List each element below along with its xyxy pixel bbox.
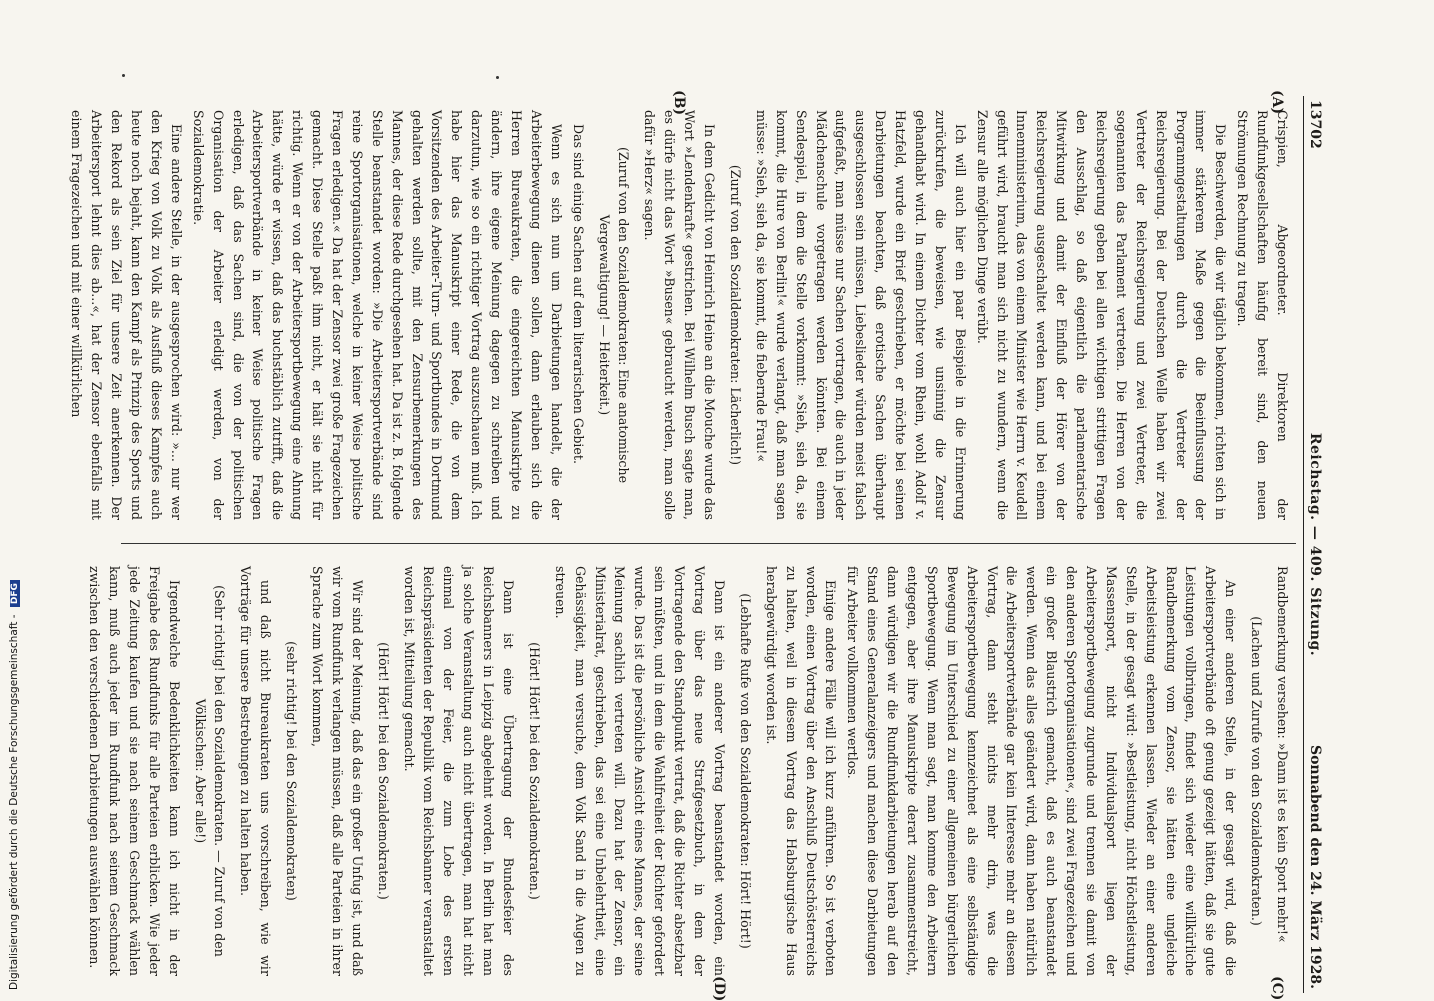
dfg-logo: DFG [10,580,20,607]
left-column-interjection: (Zuruf von den Sozialdemokraten: Eine anatomische Vergewaltigung! — Heiterkeit.) [596,146,632,484]
right-column-paragraph: und daß nicht Bureaukraten uns vorschreiben, wie wir Vorträge für unsere Bestrebungen zu halten haben. [238,566,274,976]
left-column-paragraph: Eine andere Stelle, in der ausgesprochen wird: »... nur wer den Krieg von Volk zu Volk als Ausfluß dieses Kampfes auch heute noch bejaht, kann den Kampf als Prinzip des Sports und den Rekord als sein Ziel für unsere Zeit anerkennen. Der Arbeitersport lehnt dies ab...«, hat der Zensor ebenfalls mit einem Fragezeichen und mit einer willkürlichen [69,110,184,520]
right-column-paragraph: Dann ist ein anderer Vortrag beanstandet worden, ein Vortrag über das neue Strafgesetzbuch, in dem der Vortragende den Standpunkt vertrat, daß die Richter absetzbar sein müßten, und in dem die Wahlfreiheit der Richter gefordert wurde. Das ist die persönliche Ansicht eines Mannes, der seine Meinung sachlich vertreten will. Dazu hat der Zensor, ein Ministerialrat, geschrieben, das sei eine Unbelehrtheit, eine Gehässigkeit, man versuche, dem Volk Sand in die Augen zu streuen. [552,566,727,976]
session-title: Reichstag. — 409. Sitzung. [1307,432,1323,657]
right-column-paragraph: Wir sind der Meinung, daß das ein großer Unfug ist, und daß wir vom Rundfunk verlangen müssen, daß alle Parteien in ihrer Sprache zum Wort kommen, [310,566,365,976]
page-number: 13702 [1307,100,1323,149]
right-column-paragraph: An einer anderen Stelle, in der gesagt wird, daß die Arbeitersportverbände oft genug gezeigt hätten, daß sie gute Leistungen vollbringen, findet sich wieder eine willkürliche Randbemerkung vom Zensor, sie hätten eine ungleiche Arbeitsleistung erkennen lassen. Wieder an einer anderen Stelle, in der gesagt wird: »Bestleistung, nicht Höchstleistung, Massensport, nicht Individualsport liegen der Arbeitersportbewegung zugrunde und trennen sie damit von den anderen Sportorganisationen«, sind zwei Fragezeichen und ein großer Blaustrich gemacht, daß es auch beanstandet werden. Wenn das alles geändert wird, dann haben natürlich die Arbeitersportverbände gar kein Interesse mehr an diesem Vortrag, dann steht nichts mehr drin, was die Arbeitersportbewegung kennzeichnet als eine selbständige Bewegung im Unterschied zu einer allgemeinen bürgerlichen Sportbewegung. Wenn man sagt, man komme den Arbeitern entgegen, aber ihre Manuskripte derart zusammenstreicht, dann würdigen wir die Rundfunkdarbietungen herab auf den Stand eines Generalanzeigers und machen diese Darbietungen für Arbeiter vollkommen wertlos. [845,566,1239,976]
margin-marker-b: (B) [671,90,687,116]
right-column-interjection: (sehr richtig! bei den Sozialdemokraten) [284,641,300,901]
scanned-page [69,90,1330,1001]
left-text-column [69,110,1292,520]
right-column-interjection: (Lachen und Zurufe von den Sozialdemokraten.) [1249,616,1265,926]
right-column-interjection: (Hört! Hört! bei den Sozialdemokraten.) [375,642,391,900]
margin-marker-c: (C) [1269,976,1285,1001]
margin-marker-a: (A) [1269,90,1285,115]
right-text-column [87,566,1292,976]
right-column-paragraph: Einige andere Fälle will ich kurz anführen. So ist verboten worden, einen Vortrag über den Anschluß Deutschösterreichs zu halten, weil in diesem Vortrag das Habsburgische Haus herabgewürdigt worden ist. [763,566,839,976]
page-body [69,90,1330,1001]
right-column-paragraph: Randbemerkung versehen: »Dann ist es kein Sport mehr!« [1275,566,1290,943]
digitization-footer [0,0,40,1000]
margin-marker-d: (D) [711,976,727,1001]
right-column-interjection: (Lebhafte Rufe von den Sozialdemokraten: Hört! Hört!) [737,593,753,949]
scan-speck [122,74,125,77]
right-column-paragraph: Dann ist eine Übertragung der Bundesfeier des Reichsbanners in Leipzig abgelehnt worden. In Berlin hat man ja solche Veranstaltung auch nicht übertragen, man hat nicht einmal von der Feier, die zum Lobe des ersten Reichspräsidenten der Republik vom Reichsbanner veranstaltet worden ist, Mitteilung gemacht. [401,566,517,976]
page-header [1303,96,1330,993]
left-column-paragraph: Die Beschwerden, die wir täglich bekommen, richten sich in immer stärkerem Maße gegen die Beeinflussung der Programmgestaltungen durch die Vertreter der Reichsregierung. Bei der Deutschen Welle haben wir zwei Vertreter der Reichsregierung und zwei Vertreter, die sogenannten das Parlament vertreten. Die Herren von der Reichsregierung geben bei allen wichtigen strittigen Fragen den Ausschlag, so daß eigentlich die parlamentarische Mitwirkung und damit der Einfluß der Hörer von der Reichsregierung ausgeschaltet werden kann, und bei einem Innenministerium, das von einem Minister wie Herrn v. Keudell geführt wird, braucht man sich nicht zu wundern, wenn die Zensur alle möglichen Dinge verübt. [974,110,1229,520]
left-column-paragraph: Ich will auch hier ein paar Beispiele in die Erinnerung zurückrufen, die beweisen, wie unsinnig die Zensur gehandhabt wird. In einem Dichter vom Rhein, wohl Adolf v. Hatzfeld, wurde ein Brief geschrieben, er möchte bei seinen Darbietungen beachten, daß erotische Sachen überhaupt ausgeschlossen sein müssen, Liebeslieder würden meist falsch aufgefaßt, man müsse nur Sachen vortragen, die auch in jeder Mädchenschule vorgetragen werden könnten. Bei einem Sendespiel, in dem die Stelle vorkommt: »Sieh, sieh da, sie kommt, die Hure von Berlin!« wurde verlangt, daß man sagen müsse: »Sieh, sieh da, sie kommt, die fiebernde Frau!« [753,110,968,520]
session-date: Sonnabend den 24. März 1928. [1307,744,1323,989]
left-column-paragraph: Wenn es sich nun um Darbietungen handelt, die der Arbeiterbewegung dienen sollen, dann erlauben sich die Herren Bureaukraten, die eingereichten Manuskripte zu ändern, ihre eigene Meinung dagegen zu schreiben und darzutun, wie so ein richtiger Vortrag auszuschauen muß. Ich habe hier das Manuskript einer Rede, die von dem Vorsitzenden des Arbeiter-Turn- und Sportbundes in Dortmund gehalten werden sollte, mit den Zensurbemerkungen des Mannes, der diese Rede durchgesehen hat. Da ist z. B. folgende Stelle beanstandet worden: »Die Arbeitersportverbände sind reine Sportorganisationen, welche in keiner Weise politische Fragen erledigen.« Da hat der Zensor zwei große Fragezeichen gemacht. Diese Stelle paßt ihm nicht, er hält sie nicht für richtig. Wenn er von der Arbeitersportbewegung eine Ahnung hätte, würde er wissen, daß das buchstäblich zutrifft, daß die Arbeitersportverbände in keiner Weise politische Fragen erledigen, daß das Sachen sind, die von der politischen Organisation der Arbeiter erledigt werden, von der Sozialdemokratie. [190,110,564,520]
scan-speck [496,76,499,79]
right-column-interjection: (Hört! Hört! bei den Sozialdemokraten.) [526,642,542,900]
right-column-interjection: (Sehr richtig! bei den Sozialdemokraten. — Zuruf von den Völkischen: Aber alle!) [192,585,228,957]
left-column-paragraph: Das sind einige Sachen auf dem literarischen Gebiet. [570,124,586,464]
left-column-paragraph: In dem Gedicht von Heinrich Heine an die Mouche wurde das Wort »Lendenkraft« gestrichen. Bei Wilhelm Busch sagte man, es dürfe nicht das Wort »Busen« gebraucht werden, man solle dafür »Herz« sagen. [642,110,718,520]
column-divider [121,543,1296,544]
left-column-paragraph: Crispien, Abgeordneter. Direktoren der Rundfunkgesellschaften häufig bereit sind, den neuen Strömungen Rechnung zu tragen. [1235,110,1290,520]
footer-credit: Digitalisierung gefördert durch die Deutsche Forschungsgemeinschaft - [8,614,20,990]
left-column-interjection: (Zuruf von den Sozialdemokraten: Lächerlich!) [727,164,743,466]
right-column-paragraph: Irgendwelche Bedenklichkeiten kann ich nicht in der Freigabe des Rundfunks für alle Parteien erblicken. Wie jeder jede Zeitung kaufen und sie nach seinem Geschmack wählen kann, muß auch jeder im Rundfunk nach seinem Geschmack zwischen den verschiedenen Darbietungen auswählen können. [87,566,182,976]
